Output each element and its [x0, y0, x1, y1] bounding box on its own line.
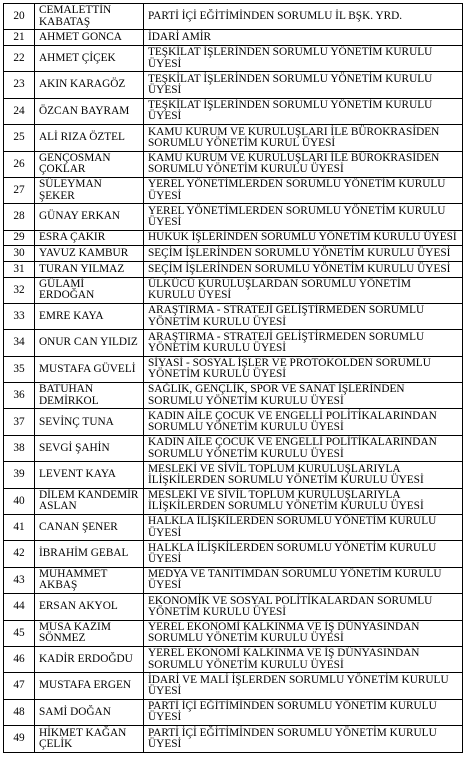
table-row [4, 541, 463, 567]
table-row [4, 567, 463, 593]
table-row [4, 620, 463, 646]
table-row [4, 435, 463, 461]
member-name: SÜLEYMAN ŞEKER [35, 177, 144, 203]
member-name: GENÇOSMAN ÇOKLAR [35, 151, 144, 177]
member-duty: KADIN AİLE ÇOCUK VE ENGELLİ POLİTİKALARINDAN SORUMLU YÖNETİM KURULU ÜYESİ [144, 409, 463, 435]
member-name: KADİR ERDOĞDU [35, 646, 144, 672]
member-duty: YEREL YÖNETİMLERDEN SORUMLU YÖNETİM KURULU ÜYESİ [144, 177, 463, 203]
member-duty: PARTİ İÇİ EĞİTİMİNDEN SORUMLU YÖNETİM KURULU ÜYESİ [144, 726, 463, 752]
member-duty: SAĞLIK, GENÇLİK, SPOR VE SANAT İŞLERİNDEN SORUMLU YÖNETİM KURULU ÜYESİ [144, 383, 463, 409]
member-duty: HALKLA İLİŞKİLERDEN SORUMLU YÖNETİM KURULU ÜYESİ [144, 515, 463, 541]
table-row [4, 151, 463, 177]
row-number: 24 [4, 98, 35, 124]
row-number: 29 [4, 230, 35, 246]
member-name: LEVENT KAYA [35, 462, 144, 488]
row-number: 33 [4, 303, 35, 329]
member-name: EMRE KAYA [35, 303, 144, 329]
member-duty: TEŞKİLAT İŞLERİNDEN SORUMLU YÖNETİM KURULU ÜYESİ [144, 72, 463, 98]
member-duty: PARTİ İÇİ EĞİTİMİNDEN SORUMLU YÖNETİM KURULU ÜYESİ [144, 699, 463, 725]
row-number: 23 [4, 72, 35, 98]
row-number: 42 [4, 541, 35, 567]
table-row [4, 277, 463, 303]
row-number: 32 [4, 277, 35, 303]
table-row [4, 673, 463, 699]
member-duty: ARAŞTIRMA - STRATEJİ GELİŞTİRMEDEN SORUMLU YÖNETİM KURULU ÜYESİ [144, 330, 463, 356]
table-row [4, 177, 463, 203]
member-name: DİLEM KANDEMİR ASLAN [35, 488, 144, 514]
member-duty: MEDYA VE TANITIMDAN SORUMLU YÖNETİM KURULU ÜYESİ [144, 567, 463, 593]
table-row [4, 261, 463, 277]
member-name: ALİ RIZA ÖZTEL [35, 125, 144, 151]
member-duty: ÜLKÜCÜ KURULUŞLARDAN SORUMLU YÖNETİM KURULU ÜYESİ [144, 277, 463, 303]
row-number: 25 [4, 125, 35, 151]
row-number: 46 [4, 646, 35, 672]
member-duty: İDARİ AMİR [144, 30, 463, 46]
table-row [4, 303, 463, 329]
row-number: 35 [4, 356, 35, 382]
table-row [4, 230, 463, 246]
row-number: 34 [4, 330, 35, 356]
row-number: 27 [4, 177, 35, 203]
member-duty: YEREL EKONOMİ KALKINMA VE İŞ DÜNYASINDAN SORUMLU YÖNETİM KURULU ÜYESİ [144, 620, 463, 646]
member-name: AHMET ÇİÇEK [35, 45, 144, 71]
row-number: 43 [4, 567, 35, 593]
table-row [4, 462, 463, 488]
row-number: 41 [4, 515, 35, 541]
table-row [4, 330, 463, 356]
table-row [4, 409, 463, 435]
table-row [4, 383, 463, 409]
member-name: ERSAN AKYOL [35, 594, 144, 620]
member-duty: ARAŞTIRMA - STRATEJİ GELİŞTİRMEDEN SORUMLU YÖNETİM KURULU ÜYESİ [144, 303, 463, 329]
member-name: SAMİ DOĞAN [35, 699, 144, 725]
member-table-body [4, 4, 463, 753]
member-name: GÜLAMİ ERDOĞAN [35, 277, 144, 303]
member-name: HİKMET KAĞAN ÇELİK [35, 726, 144, 752]
member-duty: YEREL EKONOMİ KALKINMA VE İŞ DÜNYASINDAN SORUMLU YÖNETİM KURULU ÜYESİ [144, 646, 463, 672]
member-name: CANAN ŞENER [35, 515, 144, 541]
table-row [4, 204, 463, 230]
member-duty: İDARİ VE MALİ İŞLERDEN SORUMLU YÖNETİM KURULU ÜYESİ [144, 673, 463, 699]
member-duty: TEŞKİLAT İŞLERİNDEN SORUMLU YÖNETİM KURULU ÜYESİ [144, 98, 463, 124]
member-duty: HUKUK İŞLERİNDEN SORUMLU YÖNETİM KURULU ÜYESİ [144, 230, 463, 246]
row-number: 21 [4, 30, 35, 46]
member-table [3, 3, 463, 753]
member-name: SEVİNÇ TUNA [35, 409, 144, 435]
member-duty: KAMU KURUM VE KURULUŞLARI İLE BÜROKRASİDEN SORUMLU YÖNETİM KURULU ÜYESİ [144, 151, 463, 177]
member-duty: HALKLA İLİŞKİLERDEN SORUMLU YÖNETİM KURULU ÜYESİ [144, 541, 463, 567]
member-name: BATUHAN DEMİRKOL [35, 383, 144, 409]
row-number: 49 [4, 726, 35, 752]
member-name: ÖZCAN BAYRAM [35, 98, 144, 124]
member-duty: MESLEKİ VE SİVİL TOPLUM KURULUŞLARIYLA İLİŞKİLERDEN SORUMLU YÖNETİM KURULU ÜYESİ [144, 462, 463, 488]
member-duty: PARTİ İÇİ EĞİTİMİNDEN SORUMLU İL BŞK. YRD. [144, 4, 463, 30]
table-row [4, 726, 463, 752]
table-row [4, 246, 463, 262]
table-row [4, 356, 463, 382]
member-name: MUSTAFA GÜVELİ [35, 356, 144, 382]
member-name: AHMET GONCA [35, 30, 144, 46]
table-row [4, 594, 463, 620]
table-row [4, 4, 463, 30]
member-name: ESRA ÇAKIR [35, 230, 144, 246]
table-row [4, 72, 463, 98]
row-number: 20 [4, 4, 35, 30]
member-duty: EKONOMİK VE SOSYAL POLİTİKALARDAN SORUMLU YÖNETİM KURULU ÜYESİ [144, 594, 463, 620]
row-number: 40 [4, 488, 35, 514]
member-duty: TEŞKİLAT İŞLERİNDEN SORUMLU YÖNETİM KURULU ÜYESİ [144, 45, 463, 71]
member-duty: SEÇİM İŞLERİNDEN SORUMLU YÖNETİM KURULU ÜYESİ [144, 246, 463, 262]
row-number: 38 [4, 435, 35, 461]
member-duty: MESLEKİ VE SİVİL TOPLUM KURULUŞLARIYLA İLİŞKİLERDEN SORUMLU YÖNETİM KURULU ÜYESİ [144, 488, 463, 514]
row-number: 26 [4, 151, 35, 177]
member-name: MUSTAFA ERGEN [35, 673, 144, 699]
row-number: 48 [4, 699, 35, 725]
table-row [4, 515, 463, 541]
member-name: İBRAHİM GEBAL [35, 541, 144, 567]
member-name: MUSA KAZIM SÖNMEZ [35, 620, 144, 646]
table-row [4, 45, 463, 71]
member-name: MUHAMMET AKBAŞ [35, 567, 144, 593]
row-number: 39 [4, 462, 35, 488]
row-number: 37 [4, 409, 35, 435]
member-name: CEMALETTİN KABATAŞ [35, 4, 144, 30]
row-number: 31 [4, 261, 35, 277]
table-row [4, 30, 463, 46]
table-row [4, 488, 463, 514]
member-duty: KADIN AİLE ÇOCUK VE ENGELLİ POLİTİKALARINDAN SORUMLU YÖNETİM KURULU ÜYESİ [144, 435, 463, 461]
table-row [4, 98, 463, 124]
member-duty: SİYASİ - SOSYAL İŞLER VE PROTOKOLDEN SORUMLU YÖNETİM KURULU ÜYESİ [144, 356, 463, 382]
member-name: TURAN YILMAZ [35, 261, 144, 277]
row-number: 36 [4, 383, 35, 409]
row-number: 22 [4, 45, 35, 71]
member-name: AKIN KARAGÖZ [35, 72, 144, 98]
member-name: ONUR CAN YILDIZ [35, 330, 144, 356]
row-number: 30 [4, 246, 35, 262]
member-duty: KAMU KURUM VE KURULUŞLARI İLE BÜROKRASİDEN SORUMLU YÖNETİM KURUL ÜYESİ [144, 125, 463, 151]
member-name: GÜNAY ERKAN [35, 204, 144, 230]
member-name: SEVGİ ŞAHİN [35, 435, 144, 461]
member-name: YAVUZ KAMBUR [35, 246, 144, 262]
member-duty: YEREL YÖNETİMLERDEN SORUMLU YÖNETİM KURULU ÜYESİ [144, 204, 463, 230]
row-number: 28 [4, 204, 35, 230]
table-row [4, 646, 463, 672]
member-duty: SEÇİM İŞLERİNDEN SORUMLU YÖNETİM KURULU ÜYESİ [144, 261, 463, 277]
row-number: 44 [4, 594, 35, 620]
row-number: 45 [4, 620, 35, 646]
table-row [4, 125, 463, 151]
table-row [4, 699, 463, 725]
row-number: 47 [4, 673, 35, 699]
